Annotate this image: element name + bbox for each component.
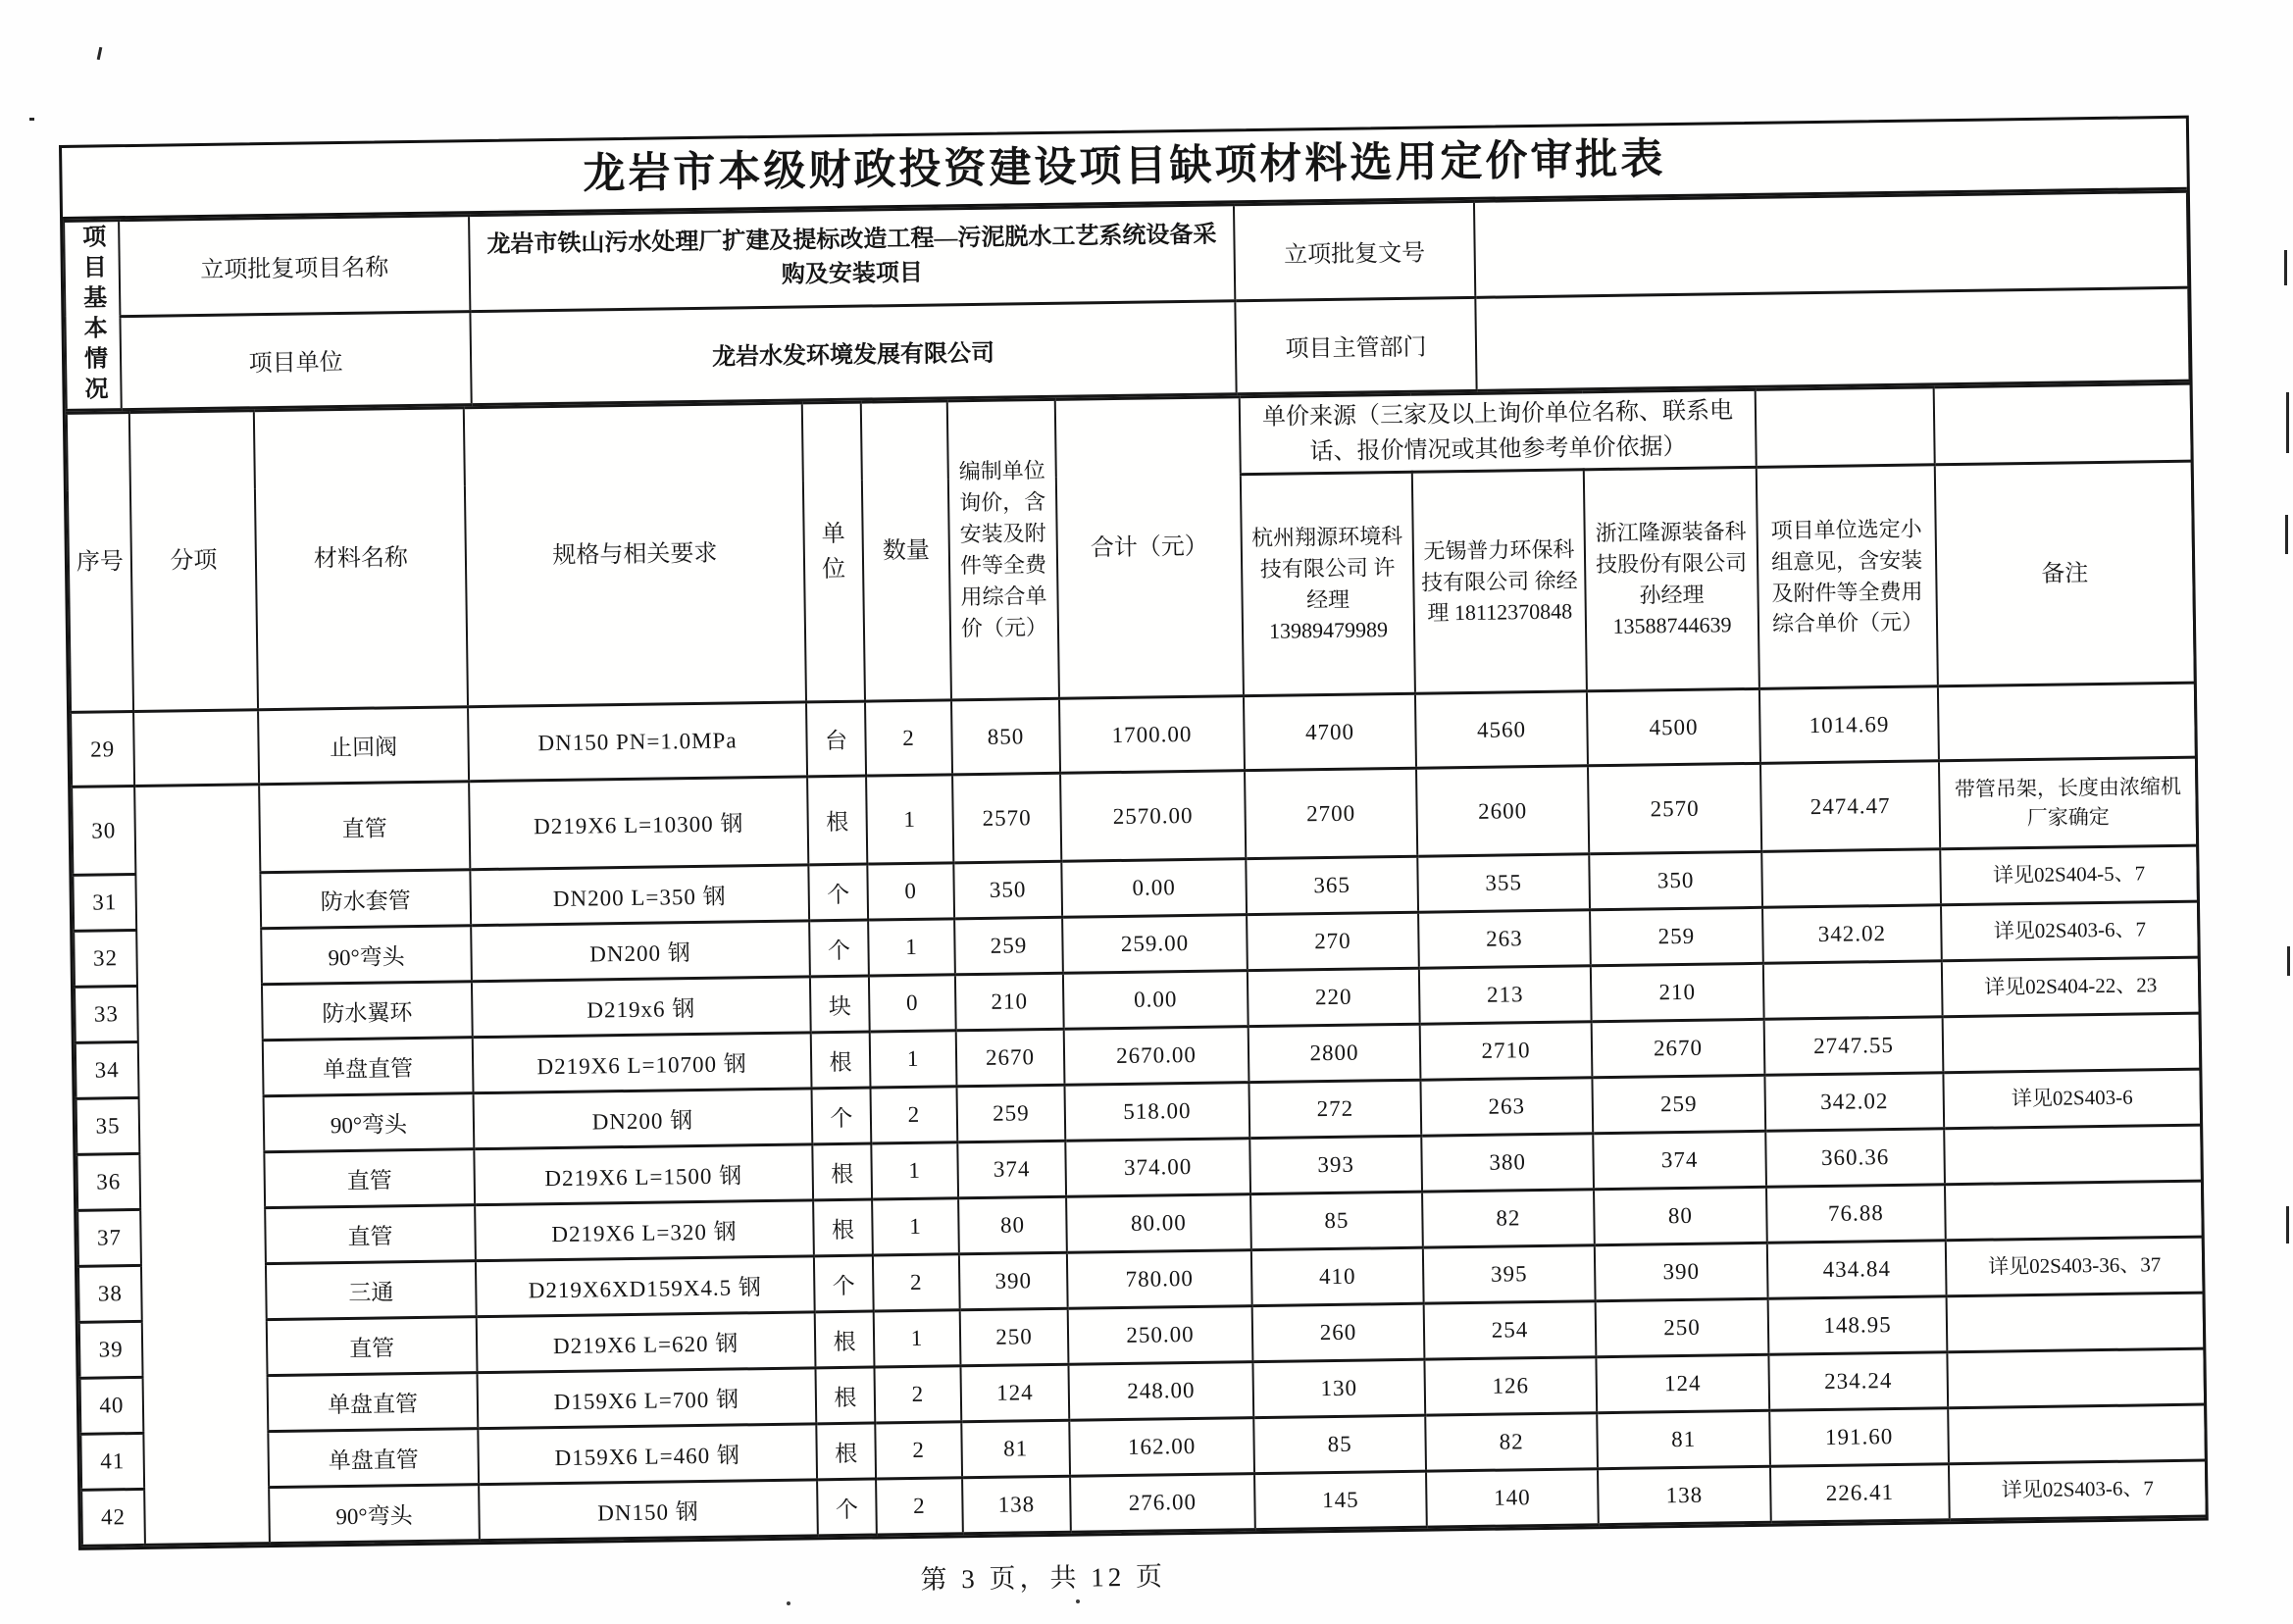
cell-unit: 个 (814, 1255, 874, 1312)
cell-selected: 434.84 (1767, 1241, 1947, 1299)
cell-total: 0.00 (1061, 859, 1247, 918)
cell-selected: 360.36 (1765, 1129, 1945, 1188)
cell-quote-3: 124 (1596, 1354, 1769, 1412)
cell-unit-price: 81 (961, 1420, 1070, 1478)
cell-quote-2: 254 (1424, 1301, 1597, 1359)
cell-quote-2: 82 (1425, 1413, 1598, 1471)
cell-remark: 详见02S403-6 (1943, 1069, 2201, 1129)
cell-remark: 详见02S404-22、23 (1942, 957, 2200, 1017)
cell-spec: D219X6 L=10700 钢 (473, 1033, 812, 1093)
cell-serial: 30 (72, 786, 135, 875)
cell-remark: 详见02S403-6、7 (1941, 901, 2199, 961)
header-selected-price: 项目单位选定小组意见，含安装及附件等全费用综合单价（元） (1757, 465, 1938, 689)
cell-qty: 1 (870, 1031, 957, 1088)
cell-serial: 31 (73, 874, 136, 931)
approval-doc-no-label: 立项批复文号 (1234, 201, 1475, 300)
scan-artifact (787, 1601, 790, 1605)
cell-quote-1: 365 (1246, 856, 1418, 914)
info-side-label-cell (64, 221, 122, 411)
info-side-label: 项目基本情况 (77, 224, 107, 407)
cell-qty: 2 (875, 1422, 962, 1479)
cell-selected: 234.24 (1768, 1352, 1948, 1411)
header-company-3: 浙江隆源装备科技股份有限公司 孙经理 13588744639 (1584, 467, 1759, 690)
cell-quote-3: 80 (1594, 1187, 1767, 1244)
cell-selected (1763, 961, 1943, 1020)
cell-total: 162.00 (1069, 1418, 1254, 1477)
cell-remark (1948, 1404, 2206, 1464)
scan-artifact (1076, 1599, 1080, 1603)
cell-qty: 1 (871, 1142, 958, 1199)
header-price-source: 单价来源（三家及以上询价单位名称、联系电话、报价情况或其他参考单价依据） (1240, 389, 1757, 474)
header-unit-price: 编制单位询价，含安装及附件等全费用综合单价（元） (947, 399, 1059, 700)
project-unit-value: 龙岩水发环境发展有限公司 (470, 300, 1236, 404)
cell-selected: 1014.69 (1759, 686, 1939, 764)
cell-selected: 342.02 (1764, 1073, 1944, 1132)
cell-quote-2: 380 (1421, 1134, 1594, 1192)
cell-unit-price: 2670 (956, 1029, 1065, 1087)
cell-unit: 根 (807, 776, 867, 865)
cell-unit: 块 (810, 976, 870, 1033)
dept-label: 项目主管部门 (1235, 297, 1476, 394)
header-unit: 单位 (802, 402, 865, 702)
cell-quote-2: 395 (1423, 1245, 1596, 1303)
cell-unit-price: 259 (956, 1085, 1065, 1142)
cell-total: 518.00 (1064, 1083, 1249, 1142)
cell-material: 90°弯头 (269, 1485, 480, 1544)
cell-qty: 0 (867, 863, 954, 920)
cell-quote-3: 390 (1595, 1243, 1768, 1300)
cell-spec: DN200 钢 (471, 921, 810, 982)
cell-spec: DN200 L=350 钢 (470, 865, 809, 926)
cell-total: 2670.00 (1064, 1027, 1249, 1086)
cell-quote-2: 126 (1424, 1357, 1597, 1415)
cell-serial: 40 (80, 1377, 144, 1434)
cell-qty: 2 (874, 1366, 961, 1423)
cell-quote-3: 2570 (1588, 763, 1761, 853)
cell-serial: 34 (76, 1041, 139, 1098)
cell-unit: 台 (806, 701, 866, 777)
cell-quote-1: 2700 (1245, 768, 1417, 858)
cell-quote-2: 2710 (1420, 1022, 1593, 1080)
cell-unit: 根 (816, 1423, 876, 1480)
cell-remark: 带管吊架，长度由浓缩机厂家确定 (1939, 757, 2197, 849)
cell-quote-1: 260 (1252, 1303, 1425, 1361)
cell-material: 单盘直管 (263, 1038, 474, 1096)
cell-remark (1944, 1125, 2202, 1185)
cell-quote-3: 81 (1597, 1410, 1770, 1468)
cell-quote-1: 393 (1249, 1136, 1422, 1193)
cell-remark (1947, 1293, 2205, 1352)
cell-material: 止回阀 (258, 707, 469, 785)
cell-total: 80.00 (1066, 1194, 1251, 1253)
cell-total: 2570.00 (1060, 771, 1246, 862)
cell-unit-price: 210 (955, 973, 1064, 1031)
cell-material: 防水翼环 (262, 982, 473, 1040)
scan-artifact (2286, 392, 2289, 453)
cell-spec: D159X6 L=460 钢 (478, 1424, 817, 1485)
cell-unit: 个 (809, 920, 869, 977)
cell-spec: D219X6 L=10300 钢 (469, 777, 808, 870)
cell-quote-2: 4560 (1415, 691, 1588, 768)
cell-quote-3: 4500 (1587, 688, 1760, 765)
cell-quote-1: 220 (1248, 968, 1420, 1026)
header-qty: 数量 (861, 401, 951, 701)
cell-material: 90°弯头 (261, 926, 472, 985)
document-tilt-wrapper (59, 116, 2210, 1608)
cell-material: 三通 (266, 1261, 477, 1320)
cell-quote-3: 259 (1592, 1075, 1765, 1133)
cell-selected: 148.95 (1768, 1296, 1948, 1355)
cell-total: 780.00 (1067, 1250, 1252, 1309)
cell-spec: D219X6 L=620 钢 (477, 1312, 816, 1373)
cell-unit: 根 (815, 1311, 875, 1368)
cell-unit-price: 80 (958, 1196, 1067, 1254)
cell-qty: 1 (872, 1198, 959, 1255)
approval-doc-no-value (1474, 191, 2188, 297)
cell-serial: 39 (79, 1321, 143, 1378)
cell-unit: 根 (812, 1143, 872, 1200)
cell-remark (1945, 1181, 2203, 1241)
cell-spec: D219x6 钢 (472, 977, 811, 1038)
cell-serial: 38 (78, 1265, 142, 1322)
cell-quote-1: 85 (1250, 1192, 1423, 1249)
approval-form-sheet (59, 116, 2209, 1550)
cell-unit-price: 350 (953, 861, 1062, 919)
cell-subitem (133, 710, 259, 787)
cell-unit-price: 2570 (952, 773, 1061, 863)
header-spec: 规格与相关要求 (464, 403, 806, 707)
cell-subitem-merged (134, 785, 270, 1546)
cell-total: 250.00 (1068, 1306, 1253, 1365)
cell-quote-3: 259 (1590, 907, 1763, 965)
cell-quote-3: 210 (1591, 963, 1764, 1021)
cell-material: 防水套管 (260, 870, 471, 929)
material-pricing-table (66, 382, 2208, 1548)
cell-quote-3: 138 (1598, 1466, 1771, 1524)
cell-remark (1938, 683, 2196, 761)
cell-remark: 详见02S403-6、7 (1949, 1460, 2207, 1520)
cell-serial: 29 (71, 711, 134, 787)
cell-qty: 2 (876, 1478, 963, 1535)
header-remark: 备注 (1935, 461, 2195, 686)
cell-material: 直管 (267, 1317, 478, 1376)
scan-artifact (97, 47, 103, 60)
cell-total: 276.00 (1070, 1474, 1255, 1533)
scan-artifact (2284, 250, 2287, 285)
cell-qty: 1 (866, 775, 953, 864)
cell-serial: 37 (77, 1209, 141, 1266)
cell-qty: 2 (873, 1254, 960, 1311)
cell-selected: 2747.55 (1764, 1017, 1944, 1076)
cell-spec: D159X6 L=700 钢 (478, 1368, 817, 1429)
header-company-2: 无锡普力环保科技有限公司 徐经 理 18112370848 (1412, 470, 1587, 693)
cell-material: 直管 (259, 782, 470, 873)
page-number-footer: 第 3 页，共 12 页 (920, 1561, 1167, 1595)
cell-remark (1947, 1348, 2205, 1408)
cell-quote-1: 85 (1253, 1415, 1426, 1473)
project-name-value: 龙岩市铁山污水处理厂扩建及提标改造工程—污泥脱水工艺系统设备采购及安装项目 (469, 205, 1235, 311)
project-info-table (63, 190, 2191, 412)
cell-material: 直管 (264, 1149, 475, 1208)
cell-serial: 36 (76, 1153, 140, 1210)
cell-spec: DN200 钢 (474, 1089, 813, 1149)
project-unit-label: 项目单位 (120, 311, 471, 409)
cell-serial: 33 (75, 986, 138, 1042)
cell-quote-2: 140 (1426, 1469, 1599, 1527)
cell-selected: 342.02 (1762, 905, 1942, 964)
cell-quote-2: 213 (1419, 966, 1592, 1024)
cell-unit: 个 (817, 1479, 877, 1536)
cell-quote-2: 2600 (1416, 766, 1589, 856)
cell-spec: D219X6 L=1500 钢 (474, 1144, 813, 1205)
cell-spec: DN150 PN=1.0MPa (468, 702, 807, 782)
empty-cell (1934, 383, 2192, 465)
cell-unit-price: 138 (962, 1476, 1071, 1534)
cell-selected: 226.41 (1770, 1464, 1950, 1523)
empty-cell (1756, 387, 1935, 468)
header-subitem: 分项 (129, 411, 258, 712)
scan-artifact (2287, 946, 2290, 976)
scan-artifact (29, 118, 34, 121)
cell-material: 单盘直管 (268, 1373, 479, 1432)
cell-quote-3: 374 (1593, 1131, 1766, 1189)
cell-qty: 0 (869, 975, 956, 1032)
cell-unit: 根 (813, 1199, 873, 1256)
cell-quote-2: 355 (1417, 854, 1590, 912)
cell-quote-1: 2800 (1248, 1024, 1421, 1082)
cell-serial: 42 (81, 1489, 145, 1546)
cell-total: 0.00 (1063, 971, 1248, 1030)
header-company-1: 杭州翔源环境科技有限公司 许 经理 13989479989 (1241, 472, 1415, 695)
cell-quote-3: 350 (1589, 851, 1762, 909)
cell-selected: 191.60 (1769, 1408, 1949, 1467)
cell-quote-1: 130 (1252, 1359, 1425, 1417)
cell-total: 1700.00 (1059, 696, 1245, 774)
cell-quote-1: 410 (1251, 1247, 1424, 1305)
scan-artifact (2286, 1206, 2289, 1243)
cell-quote-1: 272 (1248, 1080, 1421, 1138)
cell-unit: 根 (811, 1032, 871, 1089)
project-name-label: 立项批复项目名称 (119, 216, 470, 317)
header-total: 合计（元） (1055, 397, 1244, 699)
cell-quote-1: 270 (1247, 912, 1419, 970)
cell-material: 直管 (265, 1205, 476, 1264)
cell-unit-price: 124 (960, 1364, 1069, 1422)
cell-spec: DN150 钢 (479, 1480, 818, 1541)
cell-spec: D219X6 L=320 钢 (475, 1200, 814, 1261)
scan-artifact (2285, 515, 2288, 554)
cell-qty: 2 (870, 1087, 957, 1143)
cell-unit: 个 (812, 1088, 872, 1144)
cell-selected (1761, 849, 1941, 908)
cell-quote-2: 82 (1422, 1190, 1595, 1247)
header-serial: 序号 (67, 413, 133, 713)
cell-selected: 2474.47 (1760, 761, 1940, 852)
cell-qty: 1 (874, 1310, 961, 1367)
cell-unit: 个 (808, 864, 868, 921)
cell-unit-price: 374 (957, 1141, 1066, 1198)
cell-unit-price: 250 (960, 1308, 1069, 1366)
cell-quote-1: 145 (1254, 1471, 1427, 1529)
cell-remark: 详见02S404-5、7 (1940, 845, 2198, 905)
cell-serial: 41 (80, 1433, 144, 1490)
cell-serial: 32 (74, 930, 137, 987)
cell-total: 374.00 (1065, 1139, 1250, 1197)
cell-unit-price: 259 (954, 917, 1063, 975)
cell-serial: 35 (76, 1097, 140, 1154)
header-material: 材料名称 (254, 408, 468, 710)
cell-material: 单盘直管 (268, 1429, 479, 1488)
cell-qty: 2 (865, 700, 952, 776)
cell-selected: 76.88 (1766, 1185, 1946, 1243)
cell-remark (1943, 1013, 2201, 1073)
cell-quote-3: 2670 (1592, 1019, 1765, 1077)
cell-material: 90°弯头 (264, 1093, 475, 1152)
cell-quote-2: 263 (1420, 1078, 1593, 1136)
cell-quote-2: 263 (1418, 910, 1591, 968)
cell-spec: D219X6XD159X4.5 钢 (476, 1256, 815, 1317)
cell-qty: 1 (868, 919, 955, 976)
cell-unit: 根 (815, 1367, 875, 1424)
cell-unit-price: 850 (951, 698, 1060, 775)
cell-total: 248.00 (1068, 1362, 1253, 1421)
cell-remark: 详见02S403-36、37 (1946, 1237, 2204, 1296)
cell-unit-price: 390 (959, 1252, 1068, 1310)
cell-total: 259.00 (1062, 915, 1248, 974)
dept-value (1475, 287, 2189, 391)
cell-quote-1: 4700 (1244, 693, 1416, 770)
cell-quote-3: 250 (1596, 1298, 1769, 1356)
form-title: 龙岩市本级财政投资建设项目缺项材料选用定价审批表 (62, 119, 2187, 220)
